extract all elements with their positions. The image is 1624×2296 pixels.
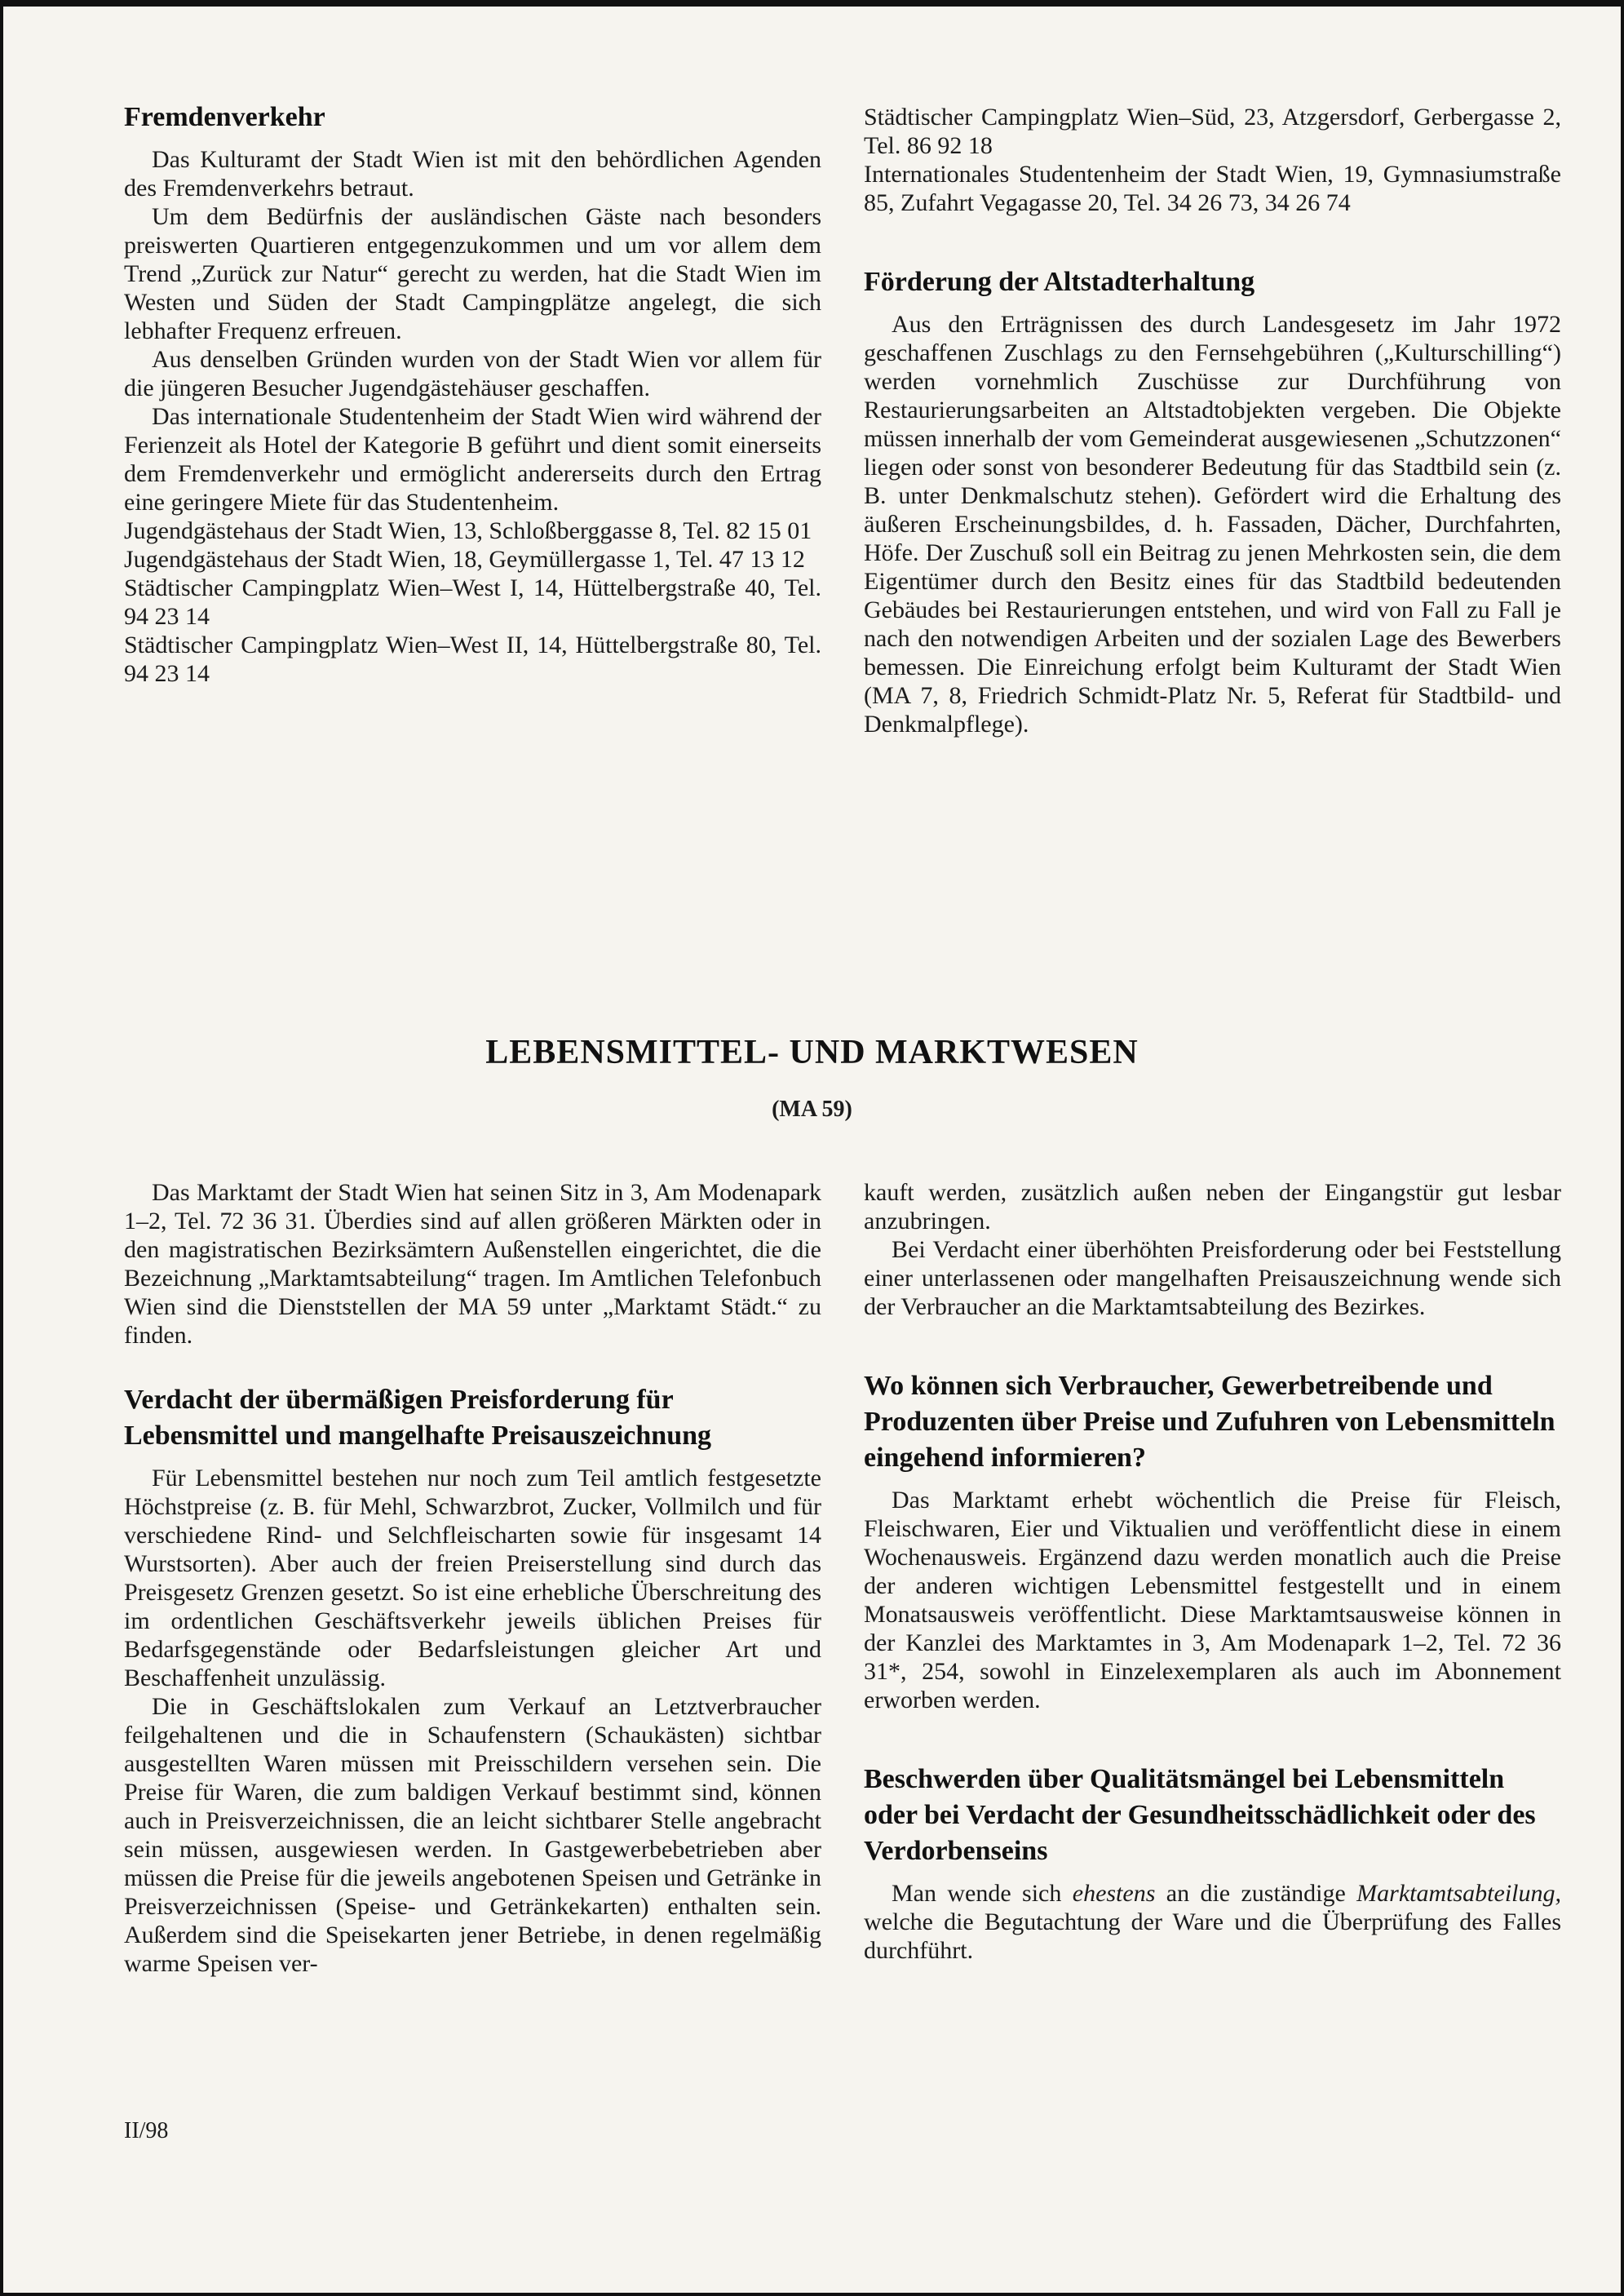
heading-beschwerden: Beschwerden über Qualitätsmängel bei Lebensmitteln oder bei Verdacht der Gesundheitsschädlichkeit oder des Verdorbenseins	[864, 1764, 1536, 1866]
text-run: Man wende sich	[892, 1880, 1073, 1907]
heading-informieren: Wo können sich Verbraucher, Gewerbetreibende und Produzenten über Preise und Zufuhren von Lebensmitteln eingehend informieren?	[864, 1371, 1555, 1473]
column-top-right	[864, 103, 1561, 738]
section-title: LEBENSMITTEL- UND MARKTWESEN	[485, 1034, 1139, 1071]
paragraph: Für Lebensmittel bestehen nur noch zum Teil amtlich festgesetzte Höchstpreise (z. B. für Mehl, Schwarzbrot, Zucker, Vollmilch und für verschiedene Rind- und Selchfleischarten sowie für insgesamt 14 Wurstsorten). Aber auch der freien Preiserstellung sind durch das Preisgesetz Grenzen gesetzt. So ist eine erhebliche Überschreitung des im ordentlichen Geschäftsverkehr jeweils üblichen Preises für Bedarfsgegenstände oder Bedarfsleistungen gleicher Art und Beschaffenheit unzulässig.	[124, 1465, 821, 1691]
section-subtitle: (MA 59)	[772, 1097, 852, 1122]
address-entry: Städtischer Campingplatz Wien–West I, 14, Hüttelbergstraße 40, Tel. 94 23 14	[124, 574, 821, 630]
heading-fremdenverkehr: Fremdenverkehr	[124, 102, 325, 132]
heading-preisforderung: Verdacht der übermäßigen Preisforderung für Lebensmittel und mangelhafte Preisauszeichnung	[124, 1385, 712, 1451]
column-bottom-left	[124, 1178, 821, 1978]
emphasis-ehestens: ehestens	[1072, 1880, 1156, 1907]
page-number: II/98	[124, 2118, 169, 2143]
paragraph: Das Marktamt erhebt wöchentlich die Preise für Fleisch, Fleischwaren, Eier und Viktualien und veröffentlicht diese in einem Wochenausweis. Ergänzend dazu werden monatlich auch die Preise der anderen wichtigen Lebensmittel festgestellt und in einem Monatsausweis veröffentlicht. Diese Marktamtsausweise können in der Kanzlei des Marktamtes in 3, Am Modenapark 1–2, Tel. 72 36 31*, 254, sowohl in Einzelexemplaren als auch im Abonnement erworben werden.	[864, 1487, 1561, 1713]
text-run: welche die Begutachtung der Ware und die Überprüfung des Falles durchführt.	[864, 1908, 1561, 1964]
heading-altstadterhaltung: Förderung der Altstadterhaltung	[864, 267, 1255, 297]
column-top-left	[124, 100, 821, 688]
paragraph-continuation: kauft werden, zusätzlich außen neben der Eingangstür gut lesbar anzubringen.	[864, 1179, 1561, 1234]
text-run: an die zuständige	[1155, 1880, 1357, 1907]
paragraph: Die in Geschäftslokalen zum Verkauf an Letztverbraucher feilgehaltenen und die in Schaufenstern (Schaukästen) sichtbar ausgestellten Waren müssen mit Preisschildern versehen sein. Die Preise für Waren, die zum baldigen Verkauf bestimmt sind, können auch in Preisverzeichnissen, die an leicht sichtbarer Stelle angebracht sein müssen, ausgewiesen werden. In Gastgewerbebetrieben aber müssen die Preise für die jeweils angebotenen Speisen und Getränke in Preisverzeichnissen (Speise- und Getränkekarten) enthalten sein. Außerdem sind die Speisekarten jener Betriebe, in denen regelmäßig warme Speisen ver-	[124, 1693, 821, 1977]
address-entry: Internationales Studentenheim der Stadt Wien, 19, Gymnasiumstraße 85, Zufahrt Vegagasse 20, Tel. 34 26 73, 34 26 74	[864, 161, 1561, 216]
address-entry: Jugendgästehaus der Stadt Wien, 13, Schloßberggasse 8, Tel. 82 15 01	[124, 517, 812, 544]
paragraph: Das Kulturamt der Stadt Wien ist mit den behördlichen Agenden des Fremdenverkehrs betraut.	[124, 146, 821, 202]
paragraph	[864, 1879, 1561, 1965]
column-bottom-right	[864, 1178, 1561, 1965]
address-entry: Städtischer Campingplatz Wien–West II, 14, Hüttelbergstraße 80, Tel. 94 23 14	[124, 632, 821, 687]
paragraph: Aus denselben Gründen wurden von der Stadt Wien vor allem für die jüngeren Besucher Jugendgästehäuser geschaffen.	[124, 346, 821, 401]
emphasis-marktamtsabteilung: Marktamtsabteilung,	[1356, 1880, 1561, 1907]
paragraph: Bei Verdacht einer überhöhten Preisforderung oder bei Feststellung einer unterlassenen oder mangelhaften Preisauszeichnung wende sich der Verbraucher an die Marktamtsabteilung des Bezirkes.	[864, 1236, 1561, 1320]
paragraph: Um dem Bedürfnis der ausländischen Gäste nach besonders preiswerten Quartieren entgegenzukommen und um vor allem dem Trend „Zurück zur Natur“ gerecht zu werden, hat die Stadt Wien im Westen und Süden der Stadt Campingplätze angelegt, die sich lebhafter Frequenz erfreuen.	[124, 203, 821, 344]
address-entry: Jugendgästehaus der Stadt Wien, 18, Geymüllergasse 1, Tel. 47 13 12	[124, 546, 805, 573]
paragraph: Das internationale Studentenheim der Stadt Wien wird während der Ferienzeit als Hotel der Kategorie B geführt und dient somit einerseits dem Fremdenverkehr und ermöglicht andererseits durch den Ertrag eine geringere Miete für das Studentenheim.	[124, 403, 821, 516]
address-entry: Städtischer Campingplatz Wien–Süd, 23, Atzgersdorf, Gerbergasse 2, Tel. 86 92 18	[864, 104, 1561, 159]
paragraph: Aus den Erträgnissen des durch Landesgesetz im Jahr 1972 geschaffenen Zuschlags zu den Fernsehgebühren („Kulturschilling“) werden vornehmlich Zuschüsse zur Durchführung von Restaurierungsarbeiten an Altstadtobjekten vergeben. Die Objekte müssen innerhalb der vom Gemeinderat ausgewiesenen „Schutzzonen“ liegen oder sonst von besonderer Bedeutung für das Stadtbild sein (z. B. unter Denkmalschutz stehen). Gefördert wird die Erhaltung des äußeren Erscheinungsbildes, d. h. Fassaden, Dächer, Durchfahrten, Höfe. Der Zuschuß soll ein Beitrag zu jenen Mehrkosten sein, die dem Eigentümer durch den Besitz eines für das Stadtbild bedeutenden Gebäudes bei Restaurierungen entstehen, und wird von Fall zu Fall je nach den notwendigen Arbeiten und der sozialen Lage des Bewerbers bemessen. Die Einreichung erfolgt beim Kulturamt der Stadt Wien (MA 7, 8, Friedrich Schmidt-Platz Nr. 5, Referat für Stadtbild- und Denkmalpflege).	[864, 311, 1561, 738]
intro-paragraph: Das Marktamt der Stadt Wien hat seinen Sitz in 3, Am Modenapark 1–2, Tel. 72 36 31. Überdies sind auf allen größeren Märkten oder in den magistratischen Bezirksämtern Außenstellen eingerichtet, die die Bezeichnung „Marktamtsabteilung“ tragen. Im Amtlichen Telefonbuch Wien sind die Dienststellen der MA 59 unter „Marktamt Städt.“ zu finden.	[124, 1179, 821, 1349]
